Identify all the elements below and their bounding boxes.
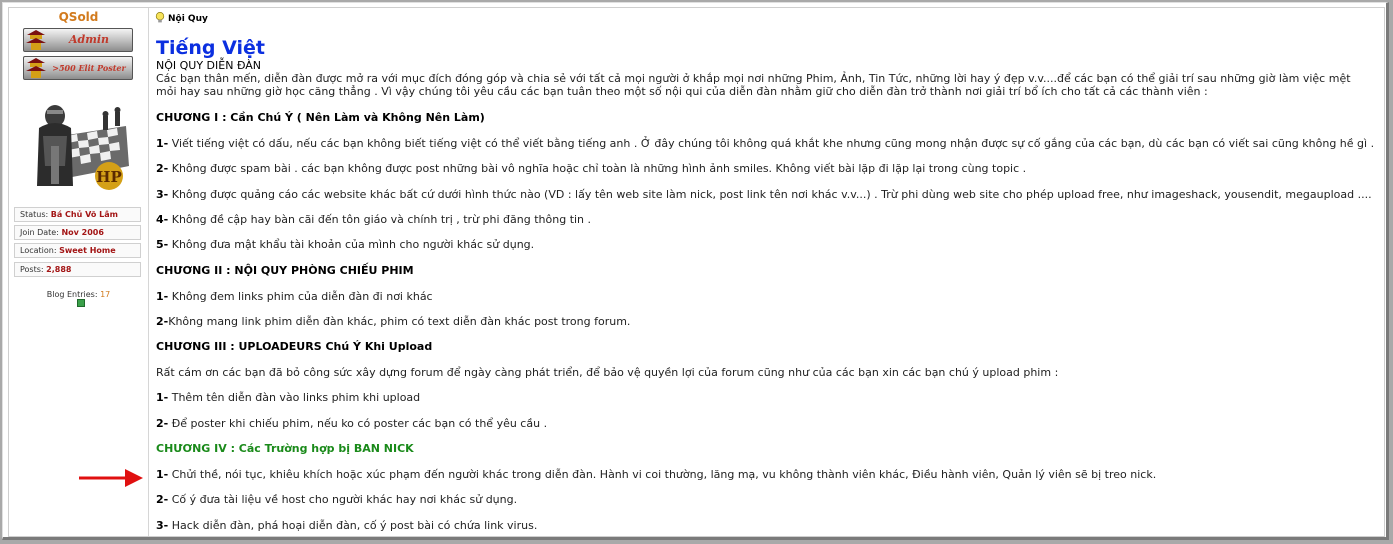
status-value: Bá Chủ Võ Lâm bbox=[50, 210, 118, 219]
blog-entries-count[interactable]: 17 bbox=[100, 290, 111, 299]
post-title: Tiếng Việt bbox=[156, 37, 265, 59]
rule-item: 3- Không được quảng cáo các website khác bất cứ dưới hình thức nào (VD : lấy tên web site làm nick, post link tên nơi khác v.v...) . Trừ phi dùng web site cho phép upload free, như imageshack, yousendit, megaupload .... bbox=[156, 188, 1372, 201]
post-subtitle: NỘI QUY DIỄN ĐÀN bbox=[156, 59, 262, 72]
rule-item: 2- Cố ý đưa tài liệu về host cho người khác hay nơi khác sử dụng. bbox=[156, 493, 518, 506]
rank-label: Admin bbox=[68, 33, 110, 46]
rule-item: 1- Chửi thề, nói tục, khiêu khích hoặc xúc phạm đến người khác trong diễn đàn. Hành vi coi thường, lăng mạ, vu không thành viên khác, Điều hành viên, Quản lý viên sẽ bị treo nick. bbox=[156, 468, 1157, 481]
post-intro: Các bạn thân mến, diễn đàn được mở ra với mục đích đóng góp và chia sẻ với tất cả mọi người ở khắp mọi nơi những Phim, Ảnh, Tin Tức, những lời hay ý đẹp v.v....để các bạn có thể giải trí sau những giờ làm việc mệt mỏi hay sau những giờ học căng thẳng . Vì vậy chúng tôi yêu cầu các bạn tuân theo một số nội qui của diễn đàn nhằm giữ cho diễn đàn trở thành nơi giải trí bổ ích cho tất cả các thành viên : bbox=[156, 72, 1351, 98]
posts-value: 2,888 bbox=[46, 265, 72, 274]
post-container bbox=[8, 7, 1385, 537]
pagoda-icon bbox=[25, 29, 47, 51]
blog-entries-label: Blog Entries: bbox=[46, 290, 98, 299]
chapter-heading: CHƯƠNG III : UPLOADEURS Chú Ý Khi Upload bbox=[156, 340, 433, 353]
join-date-value: Nov 2006 bbox=[61, 228, 104, 237]
posts-key: Posts: bbox=[20, 265, 44, 274]
online-status-icon bbox=[77, 299, 85, 307]
paragraph: Rất cám ơn các bạn đã bỏ công sức xây dựng forum để ngày càng phát triển, để bảo vệ quyền lợi của forum cũng như của các bạn xin các bạn chú ý upload phim : bbox=[156, 366, 1059, 379]
arrow-right-icon bbox=[79, 466, 149, 490]
location-value: Sweet Home bbox=[59, 246, 116, 255]
rule-item: 1- Không đem links phim của diễn đàn đi nơi khác bbox=[156, 290, 433, 303]
post-header bbox=[155, 12, 208, 24]
status-row bbox=[14, 207, 141, 222]
post-header-title: Nội Quy bbox=[168, 14, 208, 24]
posts-row bbox=[14, 262, 141, 277]
chapter-heading: CHƯƠNG I : Cần Chú Ý ( Nên Làm và Không Nên Làm) bbox=[156, 111, 485, 124]
svg-text:HP: HP bbox=[96, 168, 122, 186]
user-profile-panel bbox=[9, 8, 149, 536]
pagoda-icon bbox=[25, 57, 47, 79]
chapter-heading-green: CHƯƠNG IV : Các Trường hợp bị BAN NICK bbox=[156, 442, 414, 455]
rule-item: 4- Không đề cập hay bàn cãi đến tôn giáo và chính trị , trừ phi đăng thông tin . bbox=[156, 213, 592, 226]
blog-entries bbox=[9, 290, 148, 299]
page-frame bbox=[2, 2, 1389, 540]
post-content bbox=[155, 8, 1380, 536]
status-key: Status: bbox=[20, 210, 49, 219]
rule-item: 5- Không đưa mật khẩu tài khoản của mình cho người khác sử dụng. bbox=[156, 238, 535, 251]
rule-item: 1- Viết tiếng việt có dấu, nếu các bạn không biết tiếng việt có thể viết bằng tiếng anh . Ở đây chúng tôi không quá khắt khe nhưng cũng mong nhận được sự cố gắng của các bạn, dù các bạn có viết sai cũng không hề gì . bbox=[156, 137, 1375, 150]
join-date-row bbox=[14, 225, 141, 240]
rule-item: 3- Hack diễn đàn, phá hoại diễn đàn, cố ý post bài có chứa link virus. bbox=[156, 519, 538, 532]
rule-item: 2- Không được spam bài . các bạn không được post những bài vô nghĩa hoặc chỉ toàn là những hình ảnh smiles. Không viết bài lặp đi lặp lại trong cùng topic . bbox=[156, 162, 1027, 175]
rule-item: 2- Để poster khi chiếu phim, nếu ko có poster các bạn có thể yêu cầu . bbox=[156, 417, 548, 430]
lightbulb-icon bbox=[155, 12, 165, 23]
chapter-heading: CHƯƠNG II : NỘI QUY PHÒNG CHIẾU PHIM bbox=[156, 264, 414, 277]
username-link[interactable]: QSold bbox=[58, 10, 99, 24]
location-row bbox=[14, 243, 141, 258]
rank-badge-elite bbox=[23, 56, 133, 80]
location-key: Location: bbox=[20, 246, 57, 255]
rank-badge-admin bbox=[23, 28, 133, 52]
rank-label: >500 Elit Poster bbox=[52, 63, 126, 73]
rule-item: 2-Không mang link phim diễn đàn khác, phim có text diễn đàn khác post trong forum. bbox=[156, 315, 631, 328]
rule-item: 1- Thêm tên diễn đàn vào links phim khi upload bbox=[156, 391, 421, 404]
avatar[interactable] bbox=[31, 96, 129, 196]
join-date-key: Join Date: bbox=[20, 228, 59, 237]
